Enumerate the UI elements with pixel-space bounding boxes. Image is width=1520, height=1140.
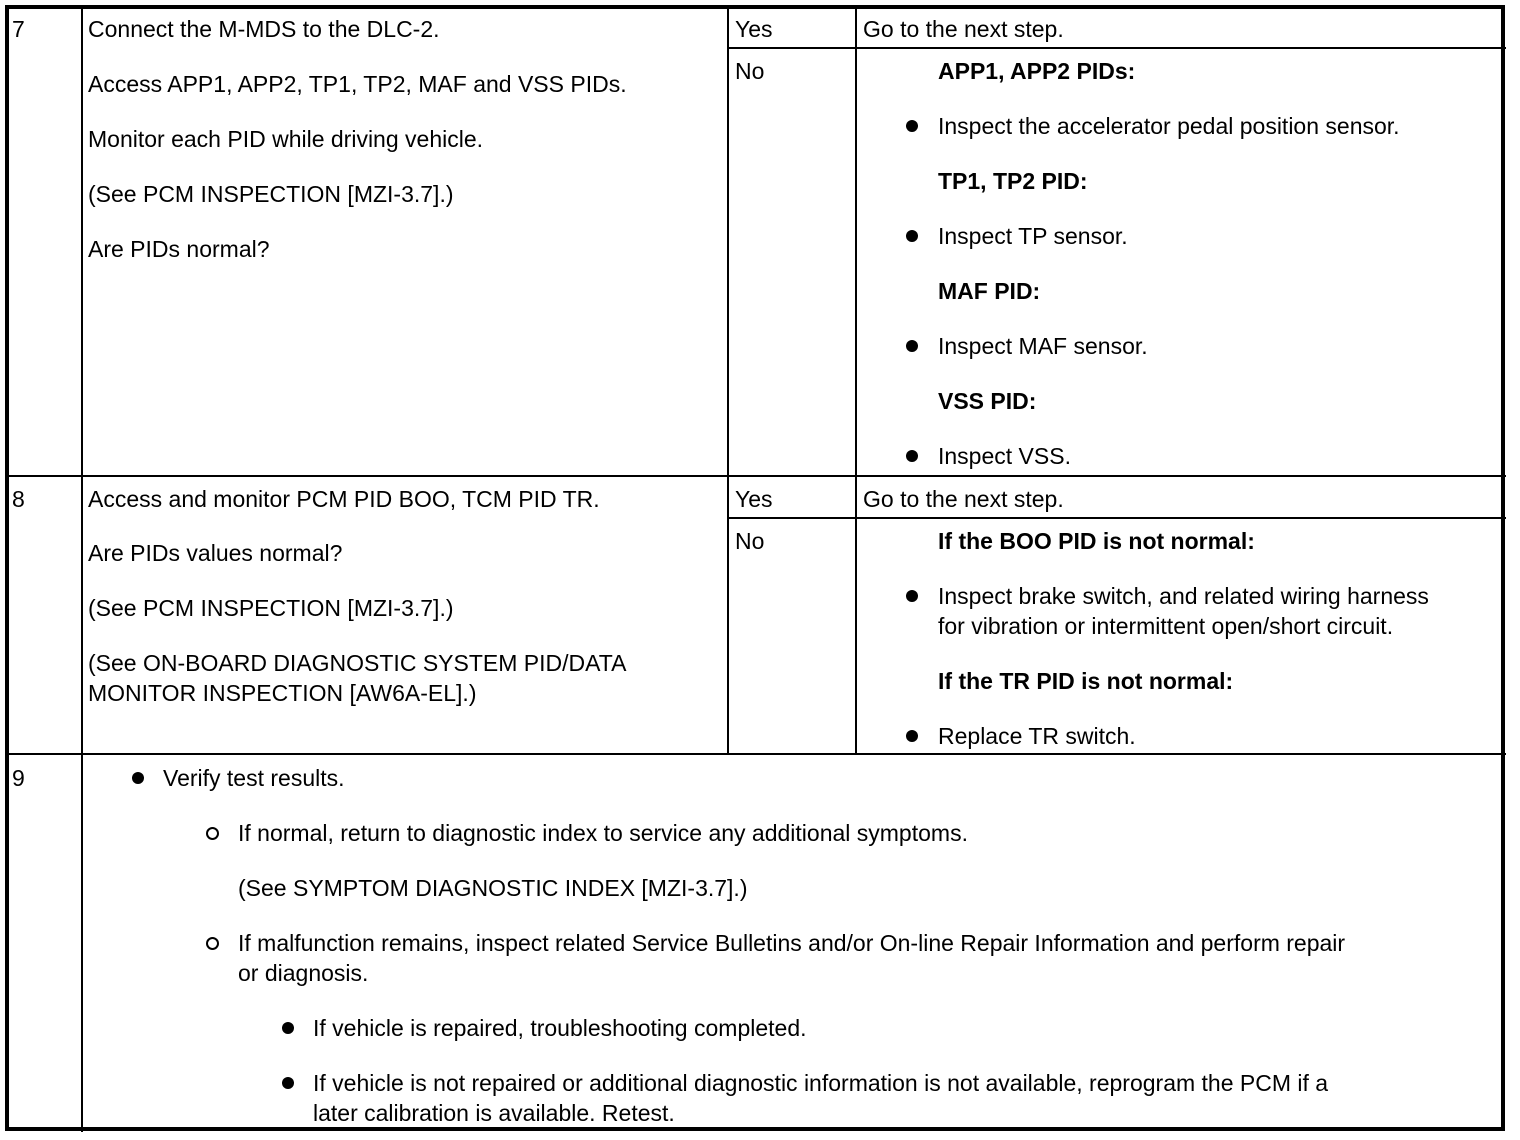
no-result-bullet: for vibration or intermittent open/short circuit. (938, 613, 1394, 639)
no-result-bullet: Inspect VSS. (938, 443, 1071, 469)
no-result-heading: If the BOO PID is not normal: (938, 528, 1255, 554)
no-result-heading: APP1, APP2 PIDs: (938, 58, 1136, 84)
action-text: Access APP1, APP2, TP1, TP2, MAF and VSS PIDs. (88, 71, 627, 97)
row-divider (6, 475, 1506, 477)
no-result-bullet: Replace TR switch. (938, 723, 1136, 749)
yes-label: Yes (735, 16, 773, 42)
bullet-icon (132, 772, 144, 784)
action-text: MONITOR INSPECTION [AW6A-EL].) (88, 680, 477, 706)
normal-text: If normal, return to diagnostic index to service any additional symptoms. (238, 820, 968, 846)
bullet-icon (906, 120, 918, 132)
sub-bullet-icon (206, 937, 219, 950)
malfunction-text: or diagnosis. (238, 960, 369, 986)
not-repaired-text: If vehicle is not repaired or additional diagnostic information is not available, reprogram the PCM if a (313, 1070, 1329, 1096)
yes-no-divider (728, 517, 1506, 519)
step-number: 7 (12, 16, 25, 42)
no-result-heading: TP1, TP2 PID: (938, 168, 1088, 194)
bullet-icon (906, 230, 918, 242)
action-text: Access and monitor PCM PID BOO, TCM PID TR. (88, 486, 600, 512)
bullet-icon (906, 340, 918, 352)
yes-no-divider (728, 47, 1506, 49)
action-text: (See PCM INSPECTION [MZI-3.7].) (88, 595, 454, 621)
not-repaired-text: later calibration is available. Retest. (313, 1100, 675, 1126)
no-label: No (735, 528, 765, 554)
verify-text: Verify test results. (163, 765, 345, 791)
action-text: Are PIDs values normal? (88, 540, 343, 566)
bullet-icon (906, 590, 918, 602)
yes-label: Yes (735, 486, 773, 512)
no-label: No (735, 58, 765, 84)
no-result-bullet: Inspect brake switch, and related wiring harness (938, 583, 1429, 609)
step-number: 8 (12, 486, 25, 512)
diagnostic-table (5, 5, 1505, 1131)
no-result-heading: VSS PID: (938, 388, 1037, 414)
malfunction-text: If malfunction remains, inspect related Service Bulletins and/or On-line Repair Information and perform repair (238, 930, 1346, 956)
bullet-icon (906, 450, 918, 462)
action-text: (See PCM INSPECTION [MZI-3.7].) (88, 181, 454, 207)
action-text: Monitor each PID while driving vehicle. (88, 126, 484, 152)
bullet-icon (282, 1077, 294, 1089)
no-result-heading: If the TR PID is not normal: (938, 668, 1234, 694)
bullet-icon (906, 730, 918, 742)
result-column-divider (855, 6, 857, 754)
repaired-text: If vehicle is repaired, troubleshooting completed. (313, 1015, 807, 1041)
no-result-bullet: Inspect MAF sensor. (938, 333, 1148, 359)
yes-result: Go to the next step. (863, 486, 1064, 512)
step-column-divider (81, 6, 83, 1132)
step-number: 9 (12, 765, 25, 791)
no-result-heading: MAF PID: (938, 278, 1041, 304)
yes-result: Go to the next step. (863, 16, 1064, 42)
normal-reference: (See SYMPTOM DIAGNOSTIC INDEX [MZI-3.7].) (238, 875, 748, 901)
action-text: Are PIDs normal? (88, 236, 270, 262)
no-result-bullet: Inspect the accelerator pedal position sensor. (938, 113, 1400, 139)
action-column-divider (727, 6, 729, 754)
sub-bullet-icon (206, 827, 219, 840)
bullet-icon (282, 1022, 294, 1034)
no-result-bullet: Inspect TP sensor. (938, 223, 1128, 249)
action-text: (See ON-BOARD DIAGNOSTIC SYSTEM PID/DATA (88, 650, 627, 676)
action-text: Connect the M-MDS to the DLC-2. (88, 16, 440, 42)
row-divider (6, 753, 1506, 755)
